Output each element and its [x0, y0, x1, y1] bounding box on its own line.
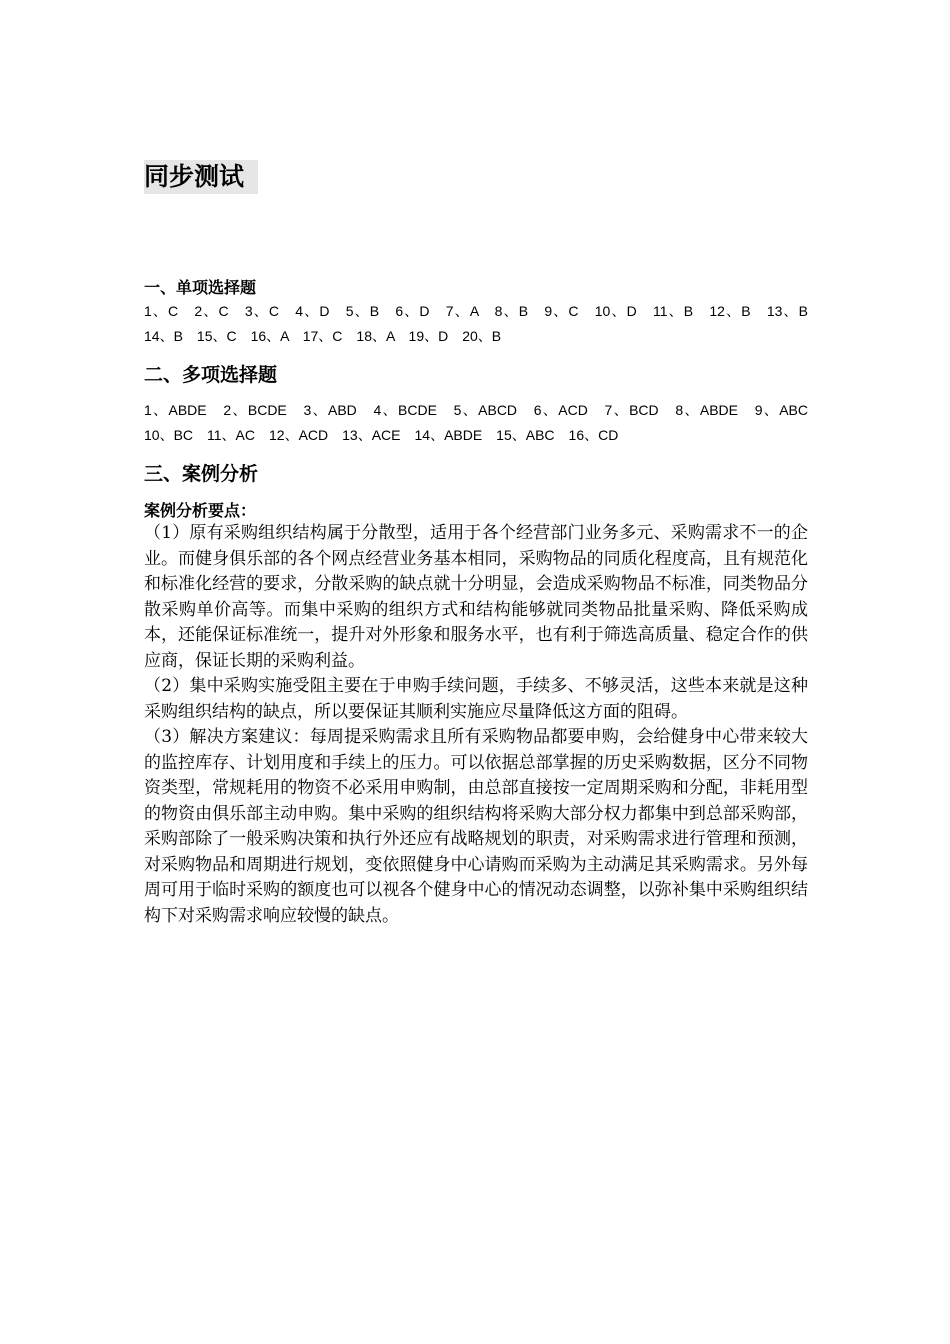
- single-choice-answers: [144, 299, 808, 349]
- case-analysis-body: [144, 521, 808, 929]
- case-paragraph-3: （3）解决方案建议：每周提采购需求且所有采购物品都要申购，会给健身中心带来较大的监控库存、计划用度和手续上的压力。可以依据总部掌握的历史采购数据，区分不同物资类型，常规耗用的物资不必采用申购制，由总部直接按一定周期采购和分配，非耗用型的物资由俱乐部主动申购。集中采购的组织结构将采购大部分权力都集中到总部采购部，采购部除了一般采购决策和执行外还应有战略规划的职责，对采购需求进行管理和预测，对采购物品和周期进行规划，变依照健身中心请购而采购为主动满足其采购需求。另外每周可用于临时采购的额度也可以视各个健身中心的情况动态调整，以弥补集中采购组织结构下对采购需求响应较慢的缺点。: [144, 727, 808, 926]
- answer-line: 10、BC 11、AC 12、ACD 13、ACE 14、ABDE 15、ABC 16、CD: [144, 427, 619, 443]
- case-paragraph-2: （2）集中采购实施受阻主要在于申购手续问题，手续多、不够灵活，这些本来就是这种采购组织结构的缺点，所以要保证其顺利实施应尽量降低这方面的阻碍。: [144, 676, 808, 722]
- answer-line: 1、C 2、C 3、C 4、D 5、B 6、D 7、A 8、B 9、C 10、D 11、B 12、B 13、B: [144, 303, 808, 319]
- section-heading-case-analysis: 三、案例分析: [144, 463, 259, 485]
- multiple-choice-answers: [144, 398, 808, 448]
- case-analysis-subheading: 案例分析要点：: [144, 501, 257, 520]
- case-paragraph-1: （1）原有采购组织结构属于分散型，适用于各个经营部门业务多元、采购需求不一的企业。而健身俱乐部的各个网点经营业务基本相同，采购物品的同质化程度高，且有规范化和标准化经营的要求，分散采购的缺点就十分明显，会造成采购物品不标准，同类物品分散采购单价高等。而集中采购的组织方式和结构能够就同类物品批量采购、降低采购成本，还能保证标准统一，提升对外形象和服务水平，也有利于筛选高质量、稳定合作的供应商，保证长期的采购利益。: [144, 523, 808, 671]
- page-title: 同步测试: [144, 160, 258, 194]
- section-heading-single-choice: 一、单项选择题: [144, 278, 257, 297]
- answer-line: 14、B 15、C 16、A 17、C 18、A 19、D 20、B: [144, 328, 502, 344]
- section-heading-multiple-choice: 二、多项选择题: [144, 364, 278, 386]
- answer-line: 1、ABDE 2、BCDE 3、ABD 4、BCDE 5、ABCD 6、ACD 7、BCD 8、ABDE 9、ABC: [144, 402, 808, 418]
